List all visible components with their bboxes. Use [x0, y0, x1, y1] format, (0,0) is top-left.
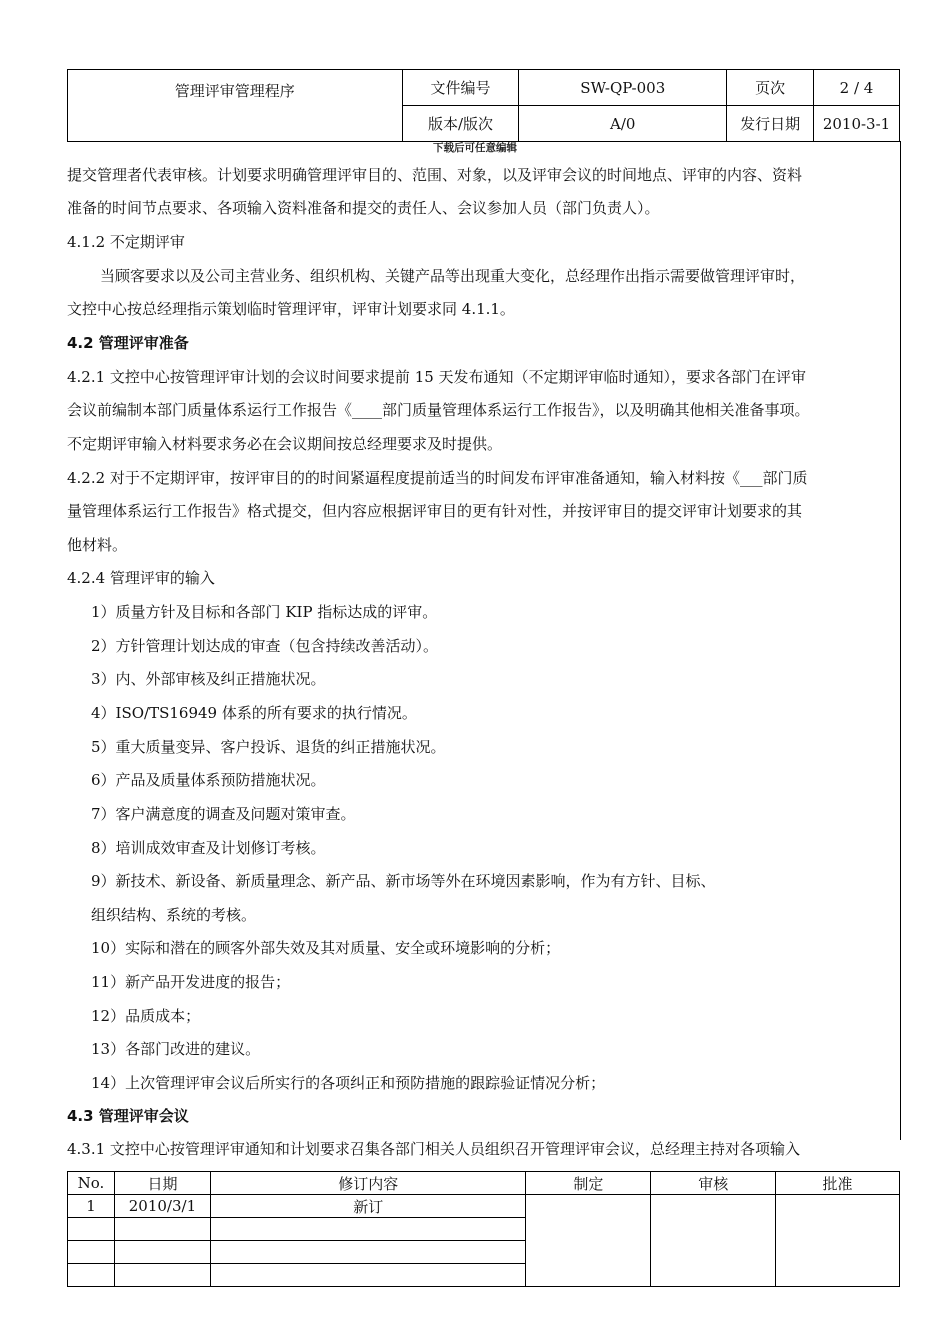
list-item: 组织结构、系统的考核。 [91, 906, 257, 924]
revision-history-table [67, 1171, 900, 1287]
paragraph-line: 提交管理者代表审核。计划要求明确管理评审目的、范围、对象，以及评审会议的时间地点、评审的内容、资料 [67, 166, 803, 184]
table-cell: 1 [68, 1195, 115, 1218]
list-item: 9）新技术、新设备、新质量理念、新产品、新市场等外在环境因素影响，作为有方针、目标、 [91, 872, 716, 890]
table-cell: 2010/3/1 [114, 1195, 210, 1218]
paragraph-line: 当顾客要求以及公司主营业务、组织机构、关键产品等出现重大变化，总经理作出指示需要做管理评审时， [100, 267, 806, 285]
list-item: 14）上次管理评审会议后所实行的各项纠正和预防措施的跟踪验证情况分析； [91, 1074, 606, 1092]
table-cell [68, 1241, 115, 1264]
column-header: 批准 [776, 1172, 900, 1195]
table-cell [114, 1264, 210, 1287]
paragraph-line: 他材料。 [67, 536, 128, 554]
column-header: 审核 [651, 1172, 776, 1195]
column-header: 日期 [114, 1172, 210, 1195]
table-cell [210, 1264, 526, 1287]
version-value: A/0 [519, 106, 727, 142]
column-header: 修订内容 [210, 1172, 526, 1195]
page-label: 页次 [727, 70, 814, 106]
table-cell [68, 1264, 115, 1287]
doc-no-label: 文件编号 [402, 70, 519, 106]
list-item: 4）ISO/TS16949 体系的所有要求的执行情况。 [91, 704, 417, 722]
paragraph-line: 4.2.1 文控中心按管理评审计划的会议时间要求提前 15 天发布通知（不定期评审临时通知），要求各部门在评审 [67, 368, 807, 386]
version-label: 版本/版次 [402, 106, 519, 142]
doc-no-value: SW-QP-003 [519, 70, 727, 106]
table-cell [68, 1218, 115, 1241]
reviewed-by-cell [651, 1195, 776, 1287]
list-item: 5）重大质量变异、客户投诉、退货的纠正措施状况。 [91, 738, 446, 756]
list-item: 6）产品及质量体系预防措施状况。 [91, 771, 326, 789]
table-row [68, 1195, 900, 1218]
document-title: 管理评审管理程序 [68, 70, 403, 142]
paragraph-line: 会议前编制本部门质量体系运行工作报告《____部门质量管理体系运行工作报告》，以及明确其他相关准备事项。 [67, 401, 810, 419]
list-item: 7）客户满意度的调查及问题对策审查。 [91, 805, 356, 823]
list-item: 13）各部门改进的建议。 [91, 1040, 261, 1058]
list-item: 8）培训成效审查及计划修订考核。 [91, 839, 326, 857]
section-heading-4-1-2: 4.1.2 不定期评审 [67, 233, 185, 251]
list-item: 10）实际和潜在的顾客外部失效及其对质量、安全或环境影响的分析； [91, 939, 561, 957]
list-item: 1）质量方针及目标和各部门 KIP 指标达成的评审。 [91, 603, 438, 621]
list-item: 3）内、外部审核及纠正措施状况。 [91, 670, 326, 688]
download-watermark: 下载后可任意编辑 [433, 142, 517, 154]
section-heading-4-2: 4.2 管理评审准备 [67, 334, 189, 352]
list-item: 2）方针管理计划达成的审查（包含持续改善活动）。 [91, 637, 439, 655]
paragraph-line: 不定期评审输入材料要求务必在会议期间按总经理要求及时提供。 [67, 435, 503, 453]
table-cell: 新订 [210, 1195, 526, 1218]
issue-date-value: 2010-3-1 [814, 106, 900, 142]
document-header-table [67, 69, 900, 142]
section-heading-4-3: 4.3 管理评审会议 [67, 1107, 189, 1125]
page-value: 2 / 4 [814, 70, 900, 106]
table-cell [114, 1241, 210, 1264]
approved-by-cell [776, 1195, 900, 1287]
paragraph-line: 4.2.2 对于不定期评审，按评审目的的时间紧逼程度提前适当的时间发布评审准备通知，输入材料按《___部门质 [67, 469, 808, 487]
paragraph-line: 4.3.1 文控中心按管理评审通知和计划要求召集各部门相关人员组织召开管理评审会议，总经理主持对各项输入 [67, 1140, 800, 1158]
table-cell [114, 1218, 210, 1241]
table-cell [210, 1241, 526, 1264]
paragraph-line: 准备的时间节点要求、各项输入资料准备和提交的责任人、会议参加人员（部门负责人）。 [67, 199, 660, 217]
list-item: 12）品质成本； [91, 1007, 201, 1025]
paragraph-line: 文控中心按总经理指示策划临时管理评审，评审计划要求同 4.1.1。 [67, 300, 515, 318]
section-heading-4-2-4: 4.2.4 管理评审的输入 [67, 569, 215, 587]
issue-date-label: 发行日期 [727, 106, 814, 142]
column-header: No. [68, 1172, 115, 1195]
table-cell [210, 1218, 526, 1241]
list-item: 11）新产品开发进度的报告； [91, 973, 291, 991]
table-header-row [68, 1172, 900, 1195]
column-header: 制定 [526, 1172, 651, 1195]
right-border-line [900, 141, 901, 1140]
drafted-by-cell [526, 1195, 651, 1287]
paragraph-line: 量管理体系运行工作报告》格式提交，但内容应根据评审目的更有针对性，并按评审目的提交评审计划要求的其 [67, 502, 803, 520]
